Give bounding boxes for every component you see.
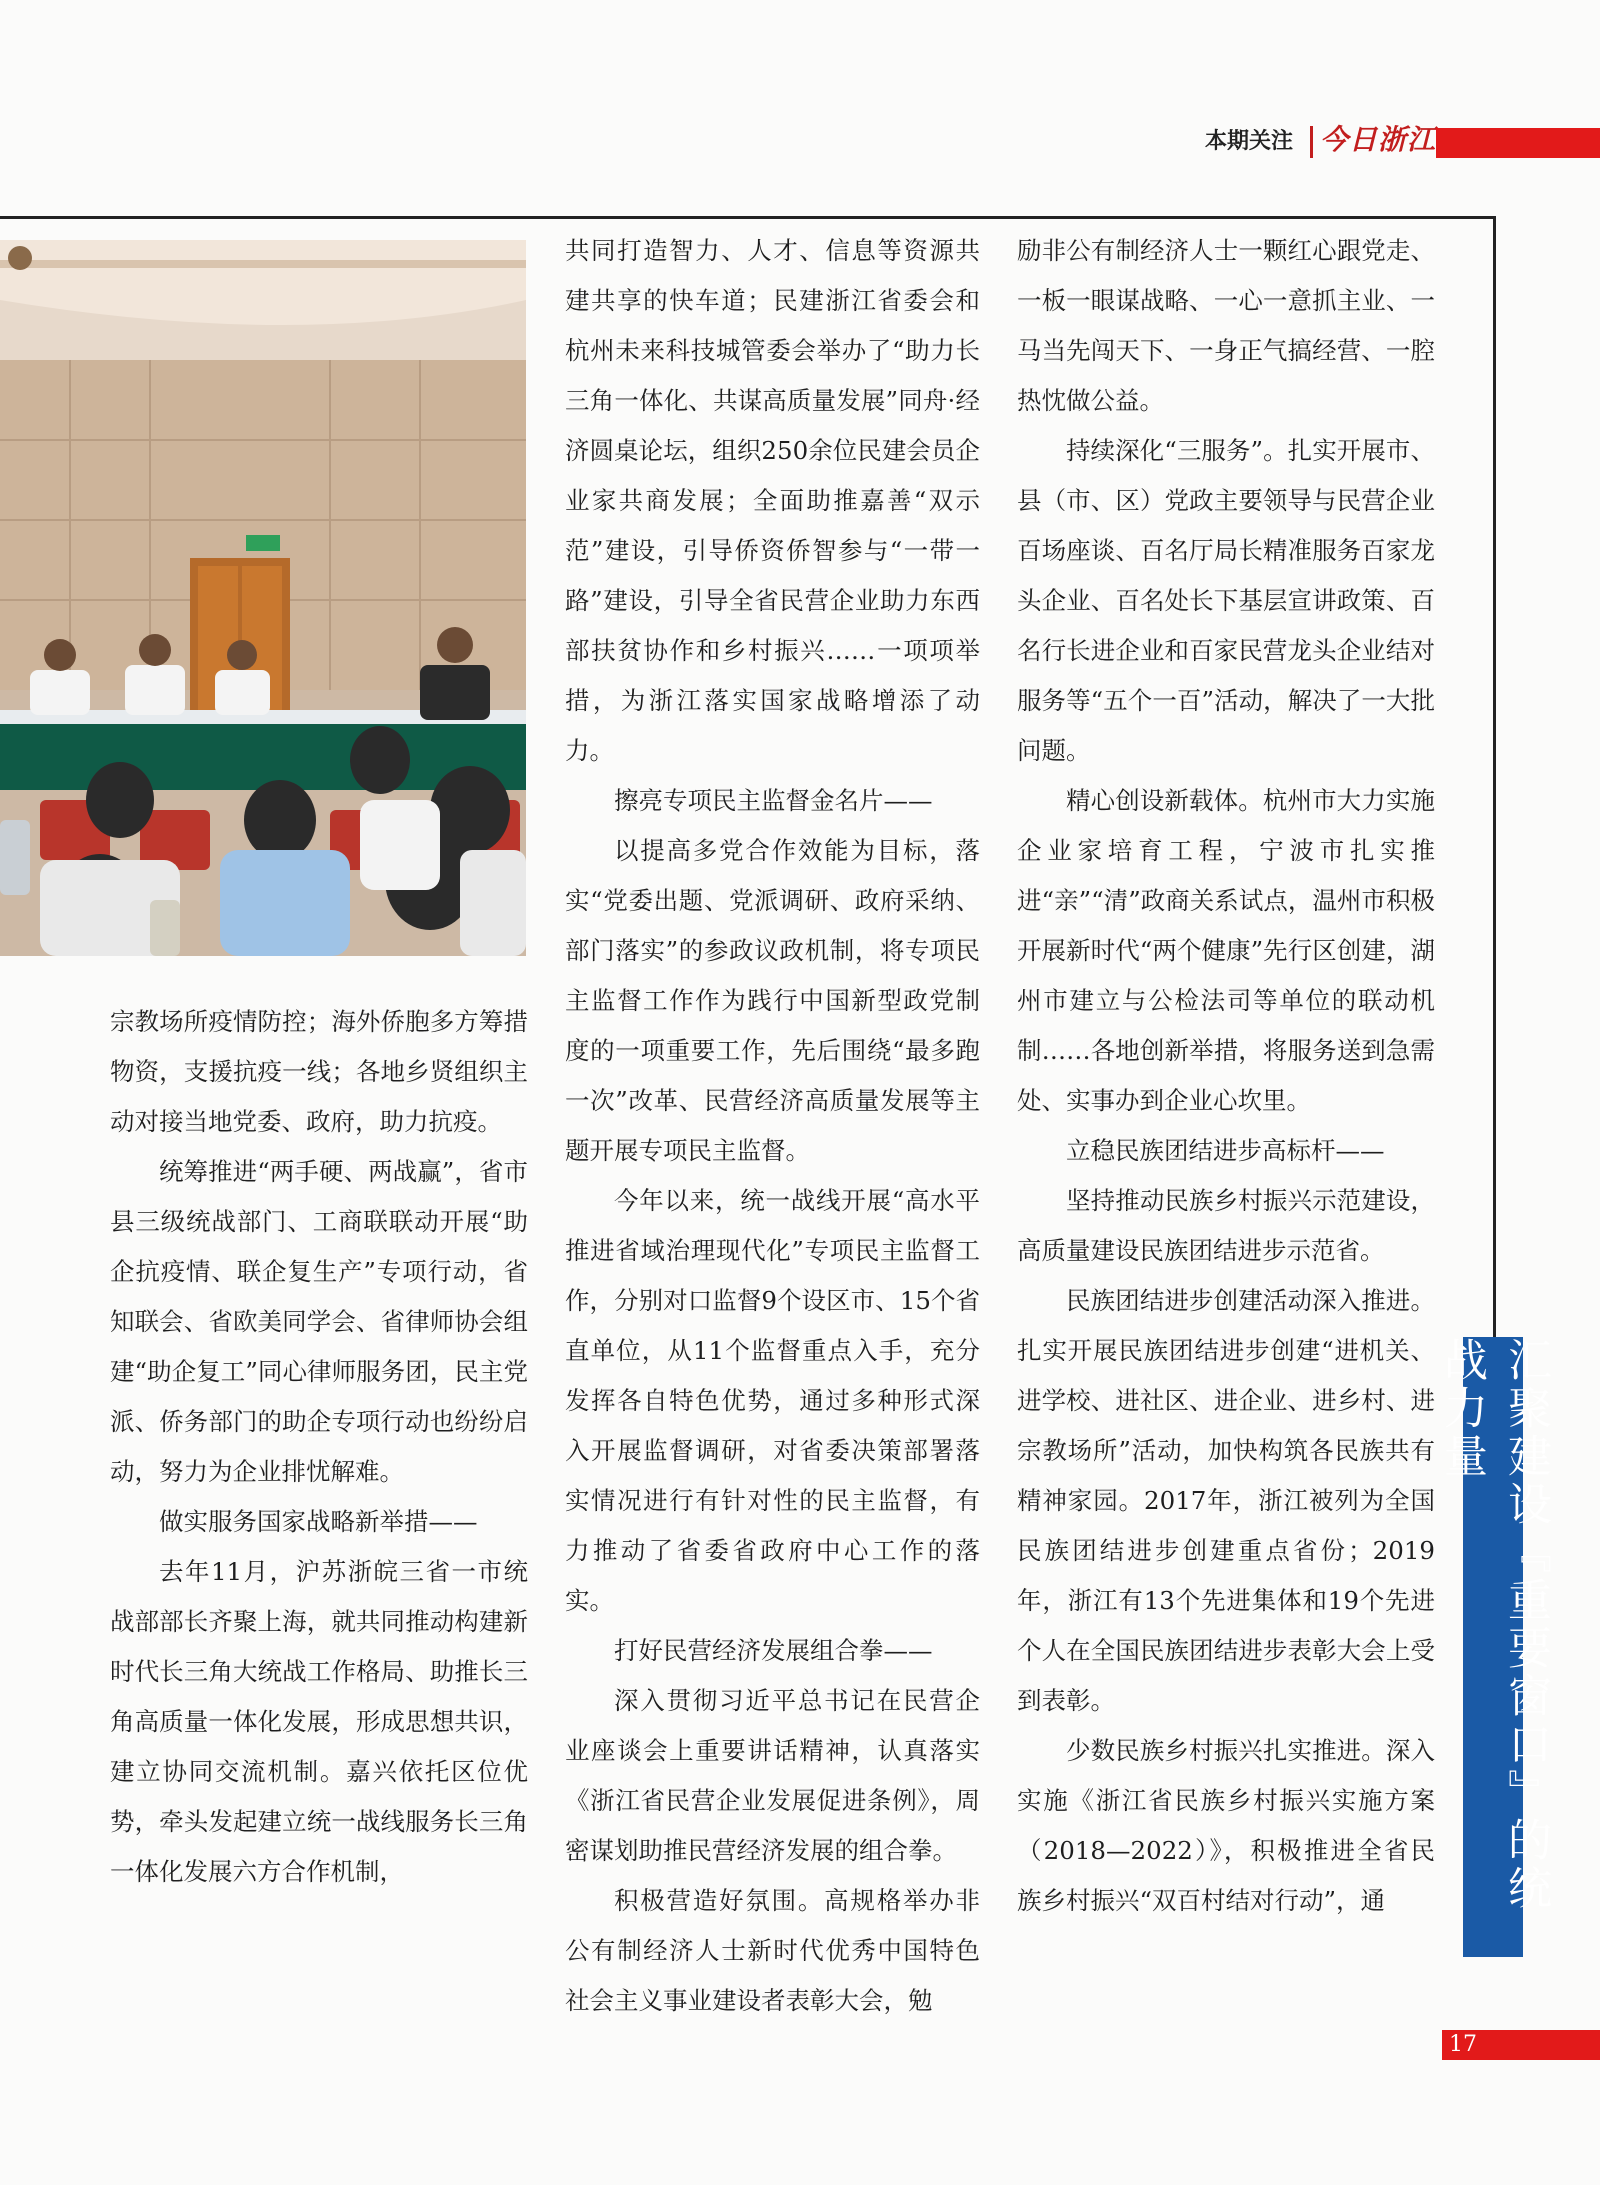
- paragraph: 坚持推动民族乡村振兴示范建设，高质量建设民族团结进步示范省。: [1017, 1186, 1435, 1265]
- article-column-2: [565, 226, 980, 2026]
- paragraph: 以提高多党合作效能为目标，落实“党委出题、党派调研、政府采纳、部门落实”的参政议政机制，将专项民主监督工作作为践行中国新型政党制度的一项重要工作，先后围绕“最多跑一次”改革、民营经济高质量发展等主题开展专项民主监督。: [565, 836, 980, 1165]
- page-number: 17: [1449, 2032, 1477, 2057]
- magazine-logo: 今日浙江: [1320, 123, 1437, 156]
- meeting-photo: [0, 240, 526, 956]
- paragraph: 持续深化“三服务”。扎实开展市、县（市、区）党政主要领导与民营企业百场座谈、百名厅局长精准服务百家龙头企业、百名处长下基层宣讲政策、百名行长进企业和百家民营龙头企业结对服务等“五个一百”活动，解决了一大批问题。: [1017, 436, 1435, 765]
- paragraph: 积极营造好氛围。高规格举办非公有制经济人士新时代优秀中国特色社会主义事业建设者表彰大会，勉: [565, 1886, 980, 2015]
- frame-top-rule: [0, 216, 1496, 219]
- frame-right-rule: [1493, 216, 1496, 1341]
- paragraph: 统筹推进“两手硬、两战赢”，省市县三级统战部门、工商联联动开展“助企抗疫情、联企复生产”专项行动，省知联会、省欧美同学会、省律师协会组建“助企复工”同心律师服务团，民主党派、侨务部门的助企专项行动也纷纷启动，努力为企业排忧解难。: [110, 1157, 528, 1486]
- article-column-3: [1017, 226, 1435, 1926]
- paragraph: 宗教场所疫情防控；海外侨胞多方筹措物资，支援抗疫一线；各地乡贤组织主动对接当地党委、政府，助力抗疫。: [110, 1007, 528, 1136]
- paragraph: 精心创设新载体。杭州市大力实施企业家培育工程，宁波市扎实推进“亲”“清”政商关系试点，温州市积极开展新时代“两个健康”先行区创建，湖州市建立与公检法司等单位的联动机制……各地创新举措，将服务送到急需处、实事办到企业心坎里。: [1017, 786, 1435, 1115]
- subheading: 立稳民族团结进步高标杆——: [1066, 1136, 1385, 1165]
- header-divider: [1310, 126, 1313, 158]
- section-label: 本期关注: [1205, 129, 1294, 154]
- article-column-1: [110, 997, 528, 1897]
- subheading: 做实服务国家战略新举措——: [159, 1507, 478, 1536]
- paragraph: 深入贯彻习近平总书记在民营企业座谈会上重要讲话精神，认真落实《浙江省民营企业发展促进条例》，周密谋划助推民营经济发展的组合拳。: [565, 1686, 980, 1865]
- subheading: 擦亮专项民主监督金名片——: [614, 786, 933, 815]
- paragraph: 共同打造智力、人才、信息等资源共建共享的快车道；民建浙江省委会和杭州未来科技城管委会举办了“助力长三角一体化、共谋高质量发展”同舟·经济圆桌论坛，组织250余位民建会员企业家共商发展；全面助推嘉善“双示范”建设，引导侨资侨智参与“一带一路”建设，引导全省民营企业助力东西部扶贫协作和乡村振兴……一项项举措，为浙江落实国家战略增添了动力。: [565, 236, 980, 765]
- header-accent-bar: [1436, 128, 1600, 158]
- side-title: 汇聚建设『重要窗口』的统战力量: [1463, 1337, 1523, 1957]
- paragraph: 少数民族乡村振兴扎实推进。深入实施《浙江省民族乡村振兴实施方案（2018—2022）》，积极推进全省民族乡村振兴“双百村结对行动”，通: [1017, 1736, 1435, 1915]
- meeting-photo-illustration: [0, 240, 526, 956]
- subheading: 打好民营经济发展组合拳——: [614, 1636, 933, 1665]
- paragraph: 励非公有制经济人士一颗红心跟党走、一板一眼谋战略、一心一意抓主业、一马当先闯天下、一身正气搞经营、一腔热忱做公益。: [1017, 236, 1435, 415]
- paragraph: 民族团结进步创建活动深入推进。扎实开展民族团结进步创建“进机关、进学校、进社区、进企业、进乡村、进宗教场所”活动，加快构筑各民族共有精神家园。2017年，浙江被列为全国民族团结进步创建重点省份；2019年，浙江有13个先进集体和19个先进个人在全国民族团结进步表彰大会上受到表彰。: [1017, 1286, 1435, 1715]
- paragraph: 去年11月，沪苏浙皖三省一市统战部部长齐聚上海，就共同推动构建新时代长三角大统战工作格局、助推长三角高质量一体化发展，形成思想共识，建立协同交流机制。嘉兴依托区位优势，牵头发起建立统一战线服务长三角一体化发展六方合作机制，: [110, 1557, 528, 1886]
- paragraph: 今年以来，统一战线开展“高水平推进省域治理现代化”专项民主监督工作，分别对口监督9个设区市、15个省直单位，从11个监督重点入手，充分发挥各自特色优势，通过多种形式深入开展监督调研，对省委决策部署落实情况进行有针对性的民主监督，有力推动了省委省政府中心工作的落实。: [565, 1186, 980, 1615]
